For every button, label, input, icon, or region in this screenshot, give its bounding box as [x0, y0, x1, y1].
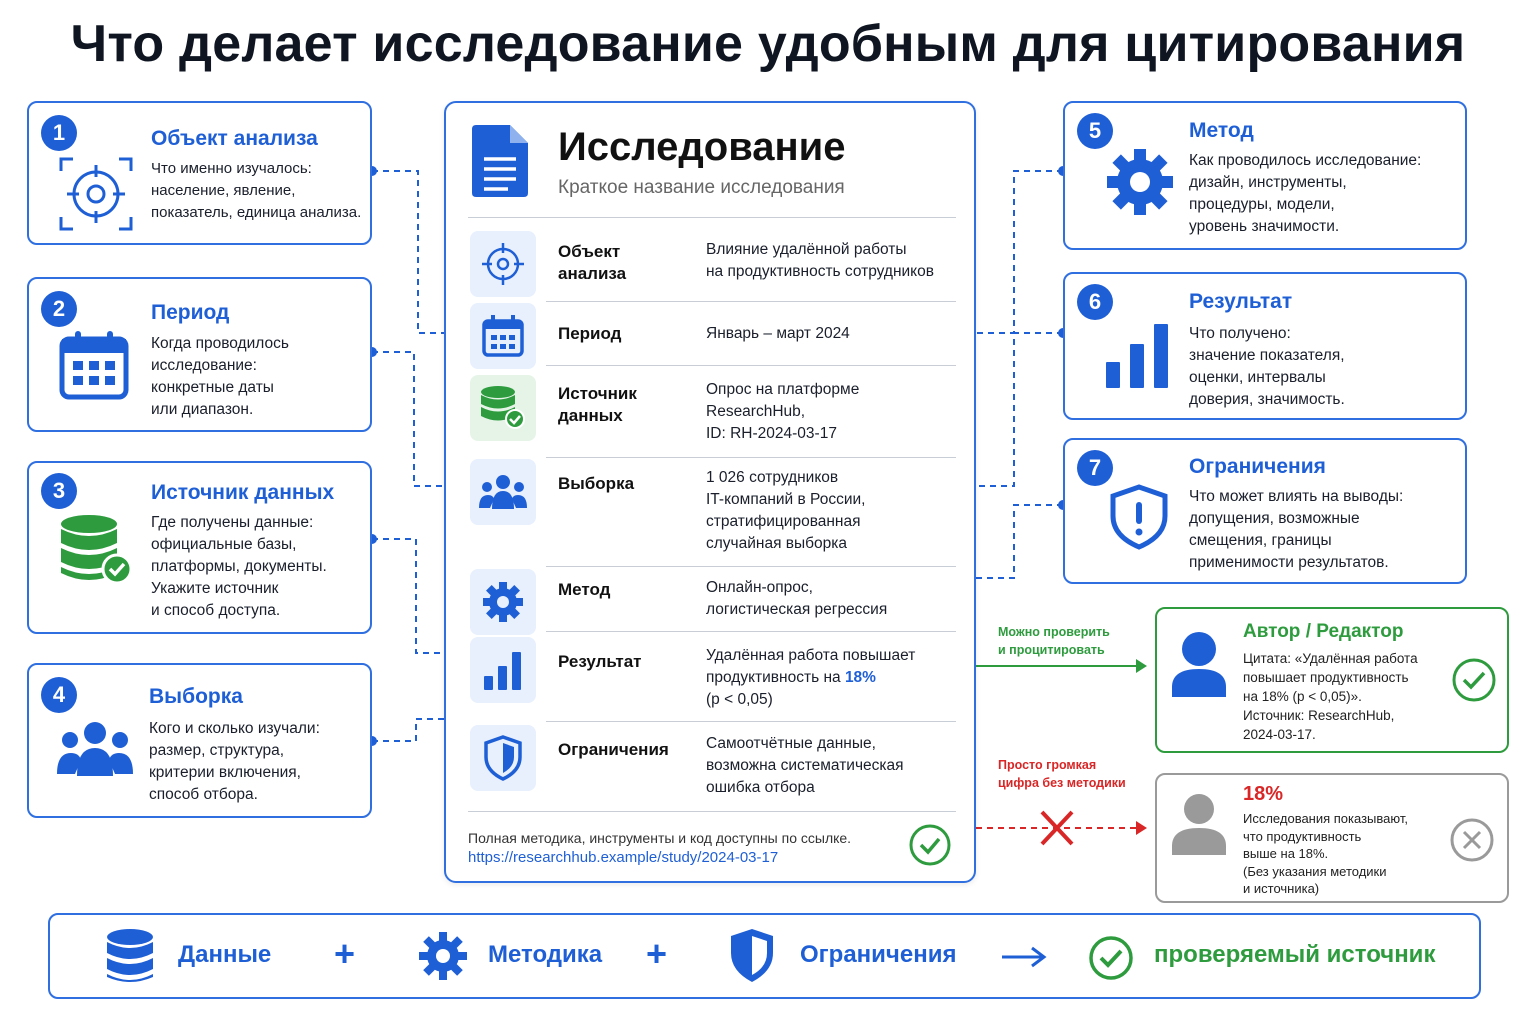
user-icon — [1171, 793, 1227, 860]
summary-formula — [48, 913, 1481, 999]
card-sample — [27, 663, 372, 818]
study-title: Исследование — [558, 125, 846, 169]
shield-alert-icon — [1109, 484, 1169, 555]
row-label: Выборка — [558, 474, 635, 493]
step-number: 6 — [1077, 284, 1113, 320]
row-label: Ограничения — [558, 740, 669, 759]
plus-sign: + — [334, 933, 356, 974]
good-example-text: Цитата: «Удалённая работа повышает продуктивность на 18% (p < 0,05)». Источник: ResearchHub, 2024-03-17. — [1243, 651, 1418, 742]
step-number: 7 — [1077, 450, 1113, 486]
people-group-icon — [470, 459, 536, 525]
shield-icon — [728, 927, 776, 990]
document-icon — [472, 125, 528, 202]
target-icon — [59, 157, 133, 236]
row-label: Источник данных — [558, 384, 637, 425]
calendar-icon — [470, 303, 536, 369]
page-title: Что делает исследование удобным для цитирования — [70, 15, 1466, 73]
step-number: 4 — [41, 677, 77, 713]
card-text: Где получены данные: официальные базы, платформы, документы. Укажите источник и способ доступа. — [151, 514, 327, 619]
study-subtitle: Краткое название исследования — [558, 177, 845, 198]
row-value: Опрос на платформе ResearchHub, ID: RH-2024-03-17 — [706, 381, 860, 442]
formula-result: проверяемый источник — [1154, 941, 1436, 968]
good-arrow-label: Можно проверить и процитировать — [998, 625, 1110, 657]
database-icon — [106, 929, 154, 990]
user-icon — [1171, 631, 1227, 702]
formula-limits: Ограничения — [800, 941, 957, 968]
step-number: 1 — [41, 115, 77, 151]
card-text: Что именно изучалось: население, явление, показатель, единица анализа. — [151, 160, 362, 221]
good-citation-example — [1155, 607, 1509, 753]
card-data-source — [27, 461, 372, 634]
check-circle-icon — [1088, 935, 1134, 986]
card-title: Ограничения — [1189, 455, 1326, 478]
card-period — [27, 277, 372, 432]
check-circle-icon — [908, 823, 952, 872]
row-value: Январь – март 2024 — [706, 325, 850, 342]
row-label: Объект анализа — [558, 242, 627, 283]
card-title: Выборка — [149, 685, 243, 708]
good-example-title: Автор / Редактор — [1243, 621, 1404, 642]
arrow-right-icon — [1000, 945, 1048, 974]
card-result — [1063, 272, 1467, 420]
card-title: Объект анализа — [151, 127, 318, 150]
row-label: Результат — [558, 652, 642, 671]
row-value: Влияние удалённой работы на продуктивность сотрудников — [706, 241, 934, 280]
formula-method: Методика — [488, 941, 603, 968]
card-text: Когда проводилось исследование: конкретные даты или диапазон. — [151, 335, 289, 418]
people-group-icon — [57, 720, 133, 783]
target-icon — [470, 231, 536, 297]
step-number: 3 — [41, 473, 77, 509]
bad-example-title: 18% — [1243, 783, 1284, 805]
x-circle-icon — [1449, 817, 1495, 868]
row-label: Метод — [558, 580, 611, 599]
card-title: Источник данных — [151, 481, 335, 504]
card-title: Метод — [1189, 119, 1254, 142]
step-number: 2 — [41, 291, 77, 327]
card-method — [1063, 101, 1467, 250]
database-check-icon — [59, 515, 135, 590]
bar-chart-icon — [470, 637, 536, 703]
study-card — [444, 101, 976, 883]
bad-citation-example — [1155, 773, 1509, 903]
card-title: Результат — [1189, 290, 1293, 313]
check-circle-icon — [1451, 657, 1497, 708]
formula-data: Данные — [178, 941, 272, 968]
row-value: Онлайн-опрос, логистическая регрессия — [706, 579, 888, 618]
calendar-icon — [59, 329, 129, 406]
card-text: Как проводилось исследование: дизайн, инструменты, процедуры, модели, уровень значимости. — [1189, 152, 1422, 235]
card-text: Что получено: значение показателя, оценки, интервалы доверия, значимость. — [1189, 325, 1345, 408]
study-link[interactable]: https://researchhub.example/study/2024-03-17 — [468, 849, 779, 866]
gear-icon — [470, 569, 536, 635]
row-value: 1 026 сотрудников IT-компаний в России, стратифицированная случайная выборка — [706, 469, 866, 552]
shield-icon — [470, 725, 536, 791]
gear-icon — [418, 931, 468, 986]
card-text: Кого и сколько изучали: размер, структура, критерии включения, способ отбора. — [149, 720, 320, 803]
bad-example-text: Исследования показывают, что продуктивность выше на 18%. (Без указания методики и источника) — [1243, 811, 1408, 896]
study-footer-note: Полная методика, инструменты и код доступны по ссылке. — [468, 830, 852, 846]
card-limitations — [1063, 438, 1467, 584]
gear-icon — [1105, 147, 1175, 222]
result-highlight: 18% — [844, 669, 876, 686]
card-title: Период — [151, 301, 230, 324]
card-text: Что может влиять на выводы: допущения, возможные смещения, границы применимости результатов. — [1189, 488, 1404, 571]
card-object — [27, 101, 372, 245]
row-value: Удалённая работа повышает продуктивность на 18% (p < 0,05) — [706, 647, 916, 708]
step-number: 5 — [1077, 113, 1113, 149]
row-label: Период — [558, 324, 622, 343]
bad-arrow-label: Просто громкая цифра без методики — [998, 758, 1126, 790]
plus-sign: + — [646, 933, 668, 974]
row-value: Самоотчётные данные, возможна систематическая ошибка отбора — [706, 735, 904, 796]
database-check-icon — [470, 375, 536, 441]
bar-chart-icon — [1105, 322, 1169, 393]
